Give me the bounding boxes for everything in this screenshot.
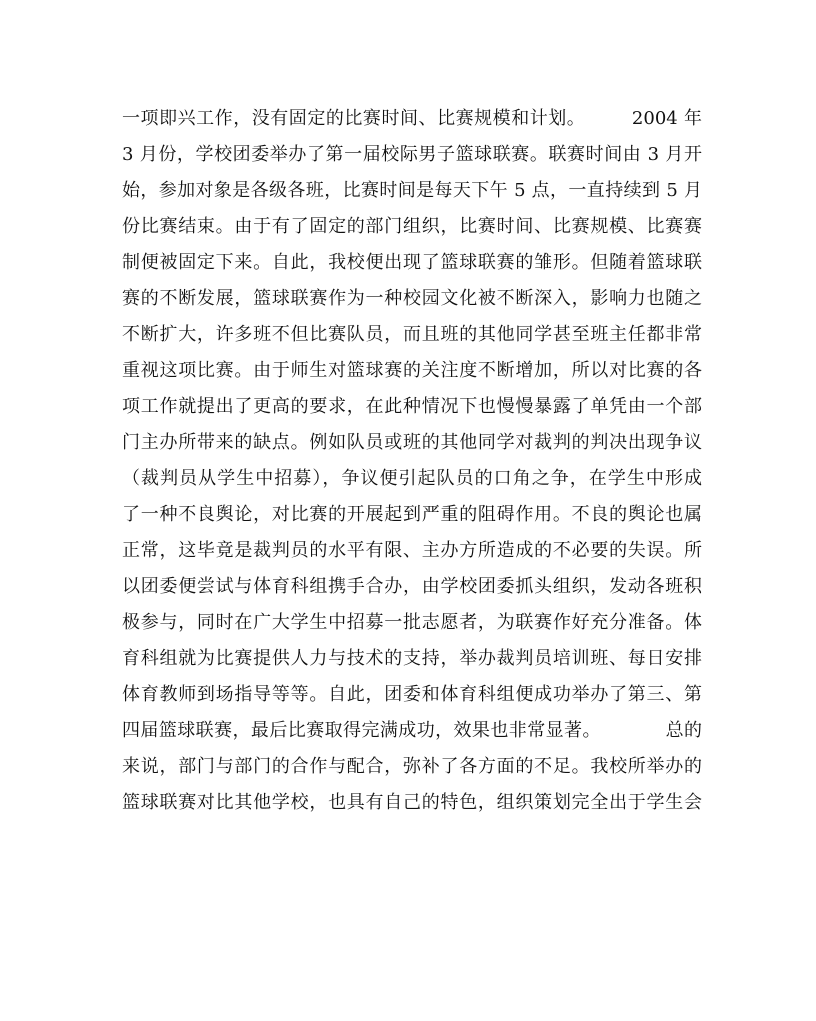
text-line: 四届篮球联赛，最后比赛取得完满成功，效果也非常显著。 总的 bbox=[122, 720, 702, 741]
text-line: 制便被固定下来。自此，我校便出现了篮球联赛的雏形。但随着篮球联 bbox=[122, 252, 702, 273]
text-line: 份比赛结束。由于有了固定的部门组织，比赛时间、比赛规模、比赛赛 bbox=[122, 216, 702, 237]
text-line: 篮球联赛对比其他学校，也具有自己的特色，组织策划完全出于学生会 bbox=[122, 792, 702, 813]
text-line: 始，参加对象是各级各班，比赛时间是每天下午 5 点，一直持续到 5 月 bbox=[122, 180, 702, 201]
text-line: 不断扩大，许多班不但比赛队员，而且班的其他同学甚至班主任都非常 bbox=[122, 324, 702, 345]
text-line: 3 月份，学校团委举办了第一届校际男子篮球联赛。联赛时间由 3 月开 bbox=[122, 144, 702, 165]
text-line: 来说，部门与部门的合作与配合，弥补了各方面的不足。我校所举办的 bbox=[122, 756, 702, 777]
text-line: （裁判员从学生中招募），争议便引起队员的口角之争，在学生中形成 bbox=[122, 468, 702, 489]
text-line: 重视这项比赛。由于师生对篮球赛的关注度不断增加，所以对比赛的各 bbox=[122, 360, 702, 381]
text-line: 赛的不断发展，篮球联赛作为一种校园文化被不断深入，影响力也随之 bbox=[122, 288, 702, 309]
text-line: 以团委便尝试与体育科组携手合办，由学校团委抓头组织，发动各班积 bbox=[122, 576, 702, 597]
text-line: 门主办所带来的缺点。例如队员或班的其他同学对裁判的判决出现争议 bbox=[122, 432, 702, 453]
text-line: 体育教师到场指导等等。自此，团委和体育科组便成功举办了第三、第 bbox=[122, 684, 702, 705]
text-line: 一项即兴工作，没有固定的比赛时间、比赛规模和计划。 2004 年 bbox=[122, 108, 702, 129]
body-text bbox=[122, 101, 702, 821]
text-line: 项工作就提出了更高的要求，在此种情况下也慢慢暴露了单凭由一个部 bbox=[122, 396, 702, 417]
text-line: 育科组就为比赛提供人力与技术的支持，举办裁判员培训班、每日安排 bbox=[122, 648, 702, 669]
text-line: 极参与，同时在广大学生中招募一批志愿者，为联赛作好充分准备。体 bbox=[122, 612, 702, 633]
text-line: 正常，这毕竟是裁判员的水平有限、主办方所造成的不必要的失误。所 bbox=[122, 540, 702, 561]
text-line: 了一种不良舆论，对比赛的开展起到严重的阻碍作用。不良的舆论也属 bbox=[122, 504, 702, 525]
